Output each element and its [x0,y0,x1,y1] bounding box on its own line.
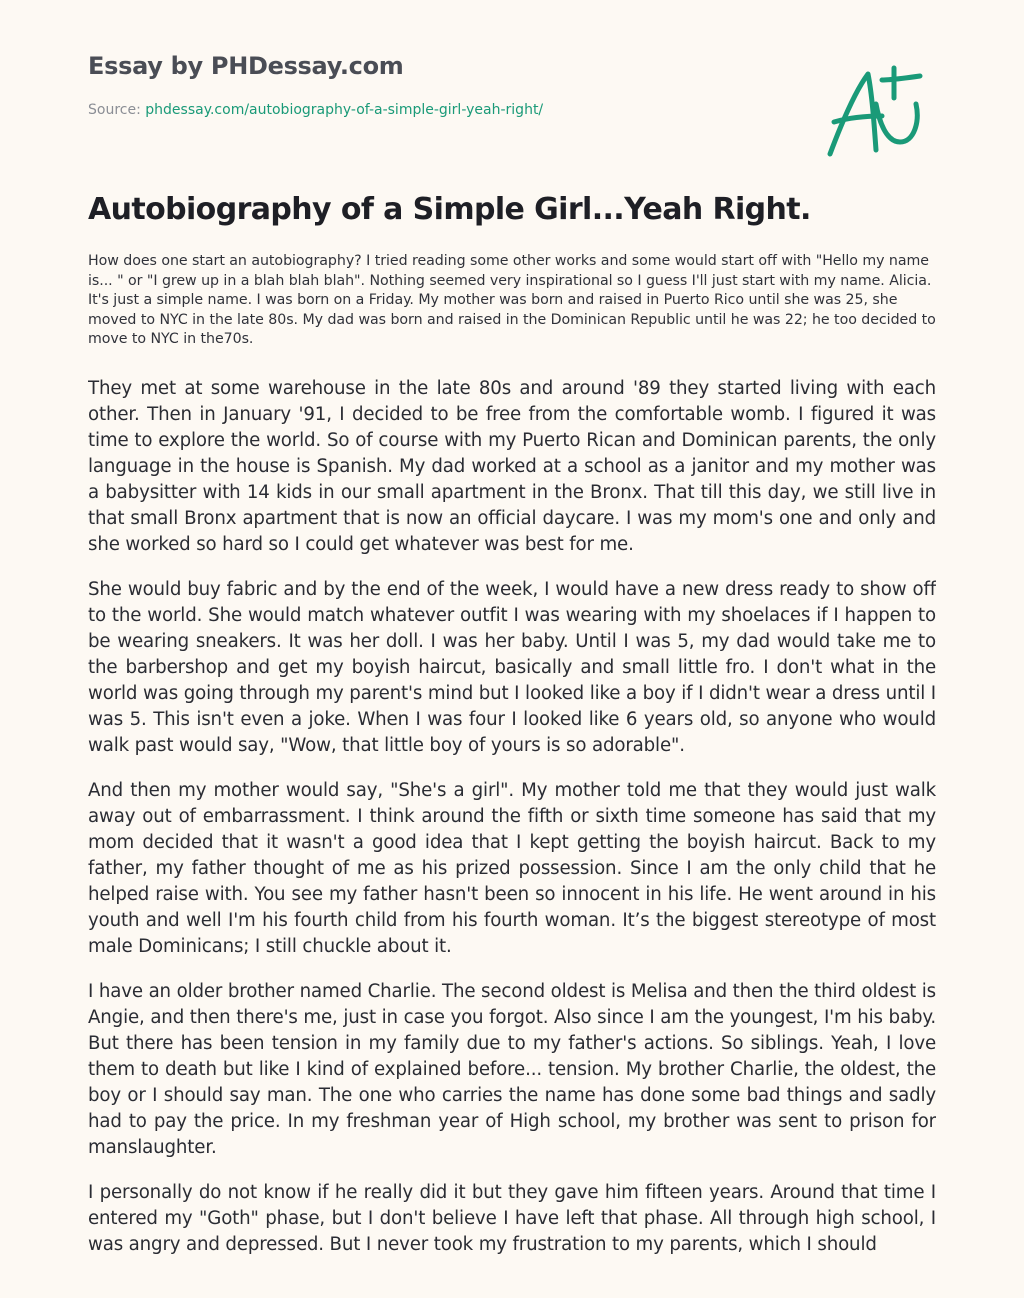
essay-paragraph: They met at some warehouse in the late 80s and around '89 they started living with each other. Then in January '91, I decided to be free from the comfortable womb. I figured it was time to explore the world. So of course with my Puerto Rican and Dominican parents, the only language in the house is Spanish. My dad worked at a school as a janitor and my mother was a babysitter with 14 kids in our small apartment in the Bronx. That till this day, we still live in that small Bronx apartment that is now an official daycare. I was my mom's one and only and she worked so hard so I could get whatever was best for me. [88,378,936,555]
site-header [88,48,788,120]
essay-paragraph: And then my mother would say, "She's a girl". My mother told me that they would just walk away out of embarrassment. I think around the fifth or sixth time someone has said that my mom decided that it wasn't a good idea that I kept getting the boyish haircut. Back to my father, my father thought of me as his prized possession. Since I am the only child that he helped raise with. You see my father hasn't been so innocent in his life. He went around in his youth and well I'm his fourth child from his fourth woman. It’s the biggest stereotype of most male Dominicans; I still chuckle about it. [88,780,936,957]
essay-paragraph: She would buy fabric and by the end of the week, I would have a new dress ready to show off to the world. She would match whatever outfit I was wearing with my shoelaces if I happen to be wearing sneakers. It was her doll. I was her baby. Until I was 5, my dad would take me to the barbershop and get my boyish haircut, basically and small little fro. I don't what in the world was going through my parent's mind but I looked like a boy if I didn't wear a dress until I was 5. This isn't even a joke. When I was four I looked like 6 years old, so anyone who would walk past would say, "Wow, that little boy of yours is so adorable". [88,579,936,756]
essay-paragraph: I personally do not know if he really did it but they gave him fifteen years. Around that time I entered my "Goth" phase, but I don't believe I have left that phase. All through high school, I was angry and depressed. But I never took my frustration to my parents, which I should [88,1182,936,1255]
essay-intro: How does one start an autobiography? I tried reading some other works and some would start off with "Hello my name is... " or "I grew up in a blah blah blah". Nothing seemed very inspirational so I guess I'll just start with my name. Alicia. It's just a simple name. I was born on a Friday. My mother was born and raised in Puerto Rico until she was 25, she moved to NYC in the late 80s. My dad was born and raised in the Dominican Republic until he was 22; he too decided to move to NYC in the70s. [88,253,936,347]
source-link[interactable]: phdessay.com/autobiography-of-a-simple-girl-yeah-right/ [145,102,544,118]
site-title: Essay by PHDessay.com [88,52,404,80]
essay-title: Autobiography of a Simple Girl...Yeah Right. [88,192,811,227]
source-label: Source: [88,102,141,118]
essay-body [88,376,936,1298]
source-line [88,100,788,120]
a-plus-grade-icon [820,62,930,162]
essay-paragraph: I have an older brother named Charlie. The second oldest is Melisa and then the third oldest is Angie, and then there's me, just in case you forgot. Also since I am the youngest, I'm his baby. But there has been tension in my family due to my father's actions. So siblings. Yeah, I love them to death but like I kind of explained before... tension. My brother Charlie, the oldest, the boy or I should say man. The one who carries the name has done some bad things and sadly had to pay the price. In my freshman year of High school, my brother was sent to prison for manslaughter. [88,981,936,1158]
